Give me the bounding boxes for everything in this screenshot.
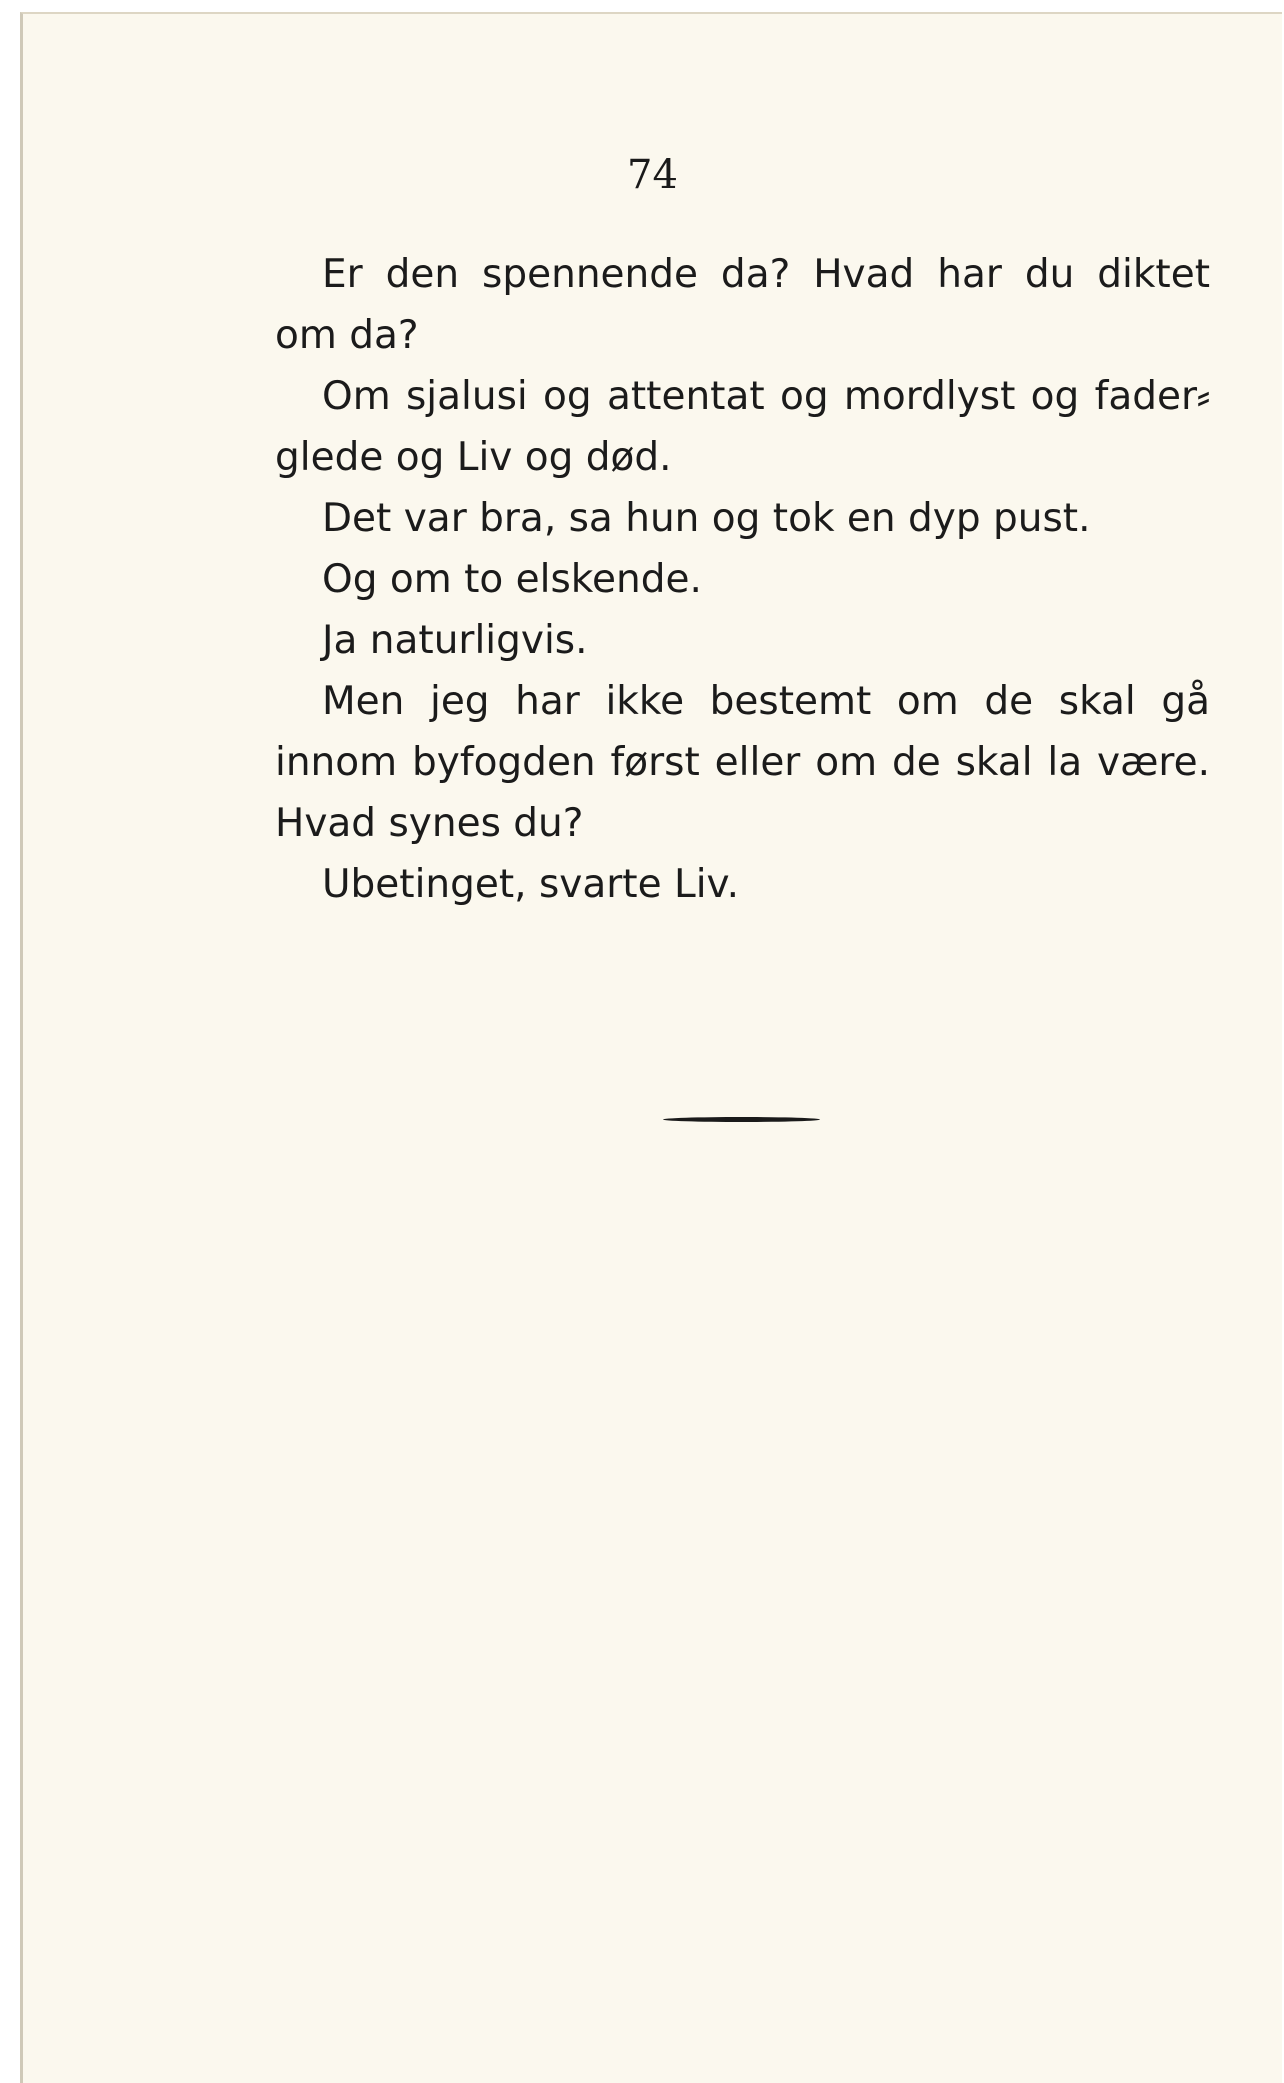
- paragraph: Om sjalusi og attentat og mordlyst og fader⸗glede og Liv og død.: [275, 374, 1210, 480]
- paragraph: Det var bra, sa hun og tok en dyp pust.: [322, 496, 1091, 541]
- page-number: 74: [627, 152, 678, 198]
- paragraph: Ubetinget, svarte Liv.: [322, 862, 740, 907]
- paragraph: Men jeg har ikke bestemt om de skal gå innom byfogden først eller om de skal la være. Hvad synes du?: [275, 679, 1210, 846]
- page-text: [275, 244, 1210, 915]
- paragraph: Er den spennende da? Hvad har du diktet om da?: [275, 252, 1210, 358]
- paragraph: Ja naturligvis.: [322, 618, 588, 663]
- section-end-rule: [663, 1117, 820, 1122]
- paragraph: Og om to elskende.: [322, 557, 702, 602]
- book-page: [20, 12, 1282, 2083]
